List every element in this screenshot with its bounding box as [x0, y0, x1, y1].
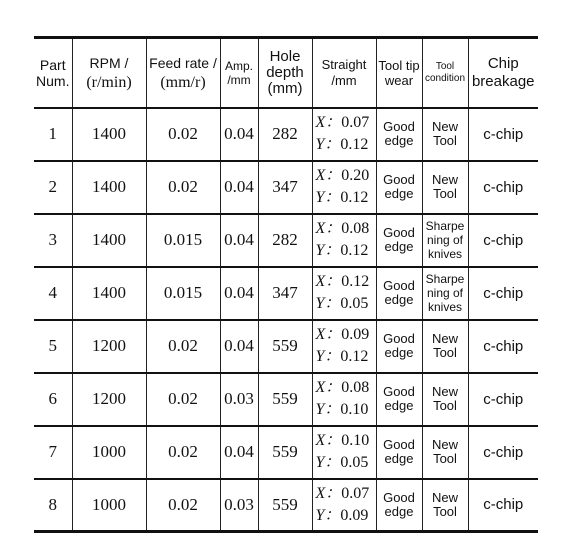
cell-tool-condition [422, 426, 468, 479]
header-condition-line1: Tool [435, 60, 455, 72]
y-axis-label: Y： [315, 189, 341, 206]
header-chip-breakage [468, 38, 538, 108]
header-depth-line3: (mm) [267, 79, 303, 97]
feed-rate-value: 0.015 [163, 230, 203, 249]
header-part-num [34, 38, 72, 108]
header-condition-line2: condition [424, 72, 466, 84]
cell-feed [146, 161, 220, 214]
chip-type: c-chip [483, 443, 524, 461]
cell-rpm [72, 426, 146, 479]
x-value: 0.20 [341, 167, 370, 184]
hole-depth-value: 347 [272, 177, 298, 196]
condition-line: ning of [426, 233, 464, 247]
feed-rate-value: 0.02 [168, 494, 198, 514]
x-axis-label: X： [315, 114, 342, 131]
table-row [34, 267, 538, 320]
header-depth-line1: Hole [269, 47, 301, 65]
hole-depth-value: 559 [272, 494, 298, 514]
rpm-value: 1400 [92, 177, 126, 196]
straightness-y [316, 293, 376, 315]
header-rpm-line1: RPM / [89, 54, 129, 71]
chip-type: c-chip [483, 284, 524, 302]
header-part-line1: Part [39, 56, 66, 73]
wear-line2: edge [384, 398, 414, 413]
cell-tool-tip-wear [376, 373, 422, 426]
chip-type: c-chip [483, 337, 524, 355]
cell-depth [258, 214, 312, 267]
cell-tool-tip-wear [376, 214, 422, 267]
feed-rate-value: 0.02 [168, 124, 198, 143]
header-straight-line1: Straight [321, 56, 367, 72]
straightness-x [316, 483, 376, 505]
condition-line: Tool [433, 133, 457, 148]
cell-amp [220, 267, 258, 320]
cell-chip-breakage [468, 479, 538, 532]
y-value: 0.09 [340, 506, 369, 524]
table-row [34, 108, 538, 161]
amplitude-value: 0.04 [224, 124, 254, 143]
cell-amp [220, 320, 258, 373]
straightness-x [316, 430, 376, 452]
condition-line: Tool [433, 345, 457, 360]
y-axis-label: Y： [315, 242, 341, 259]
feed-rate-value: 0.02 [168, 389, 198, 408]
cell-amp [220, 426, 258, 479]
cell-feed [146, 108, 220, 161]
table-row [34, 479, 538, 532]
cell-straightness [312, 320, 376, 373]
header-wear-line2: wear [384, 72, 414, 88]
table-row [34, 373, 538, 426]
cell-tool-condition [422, 267, 468, 320]
wear-line2: edge [384, 503, 414, 519]
wear-line1: Good [383, 331, 415, 346]
cell-depth [258, 426, 312, 479]
header-straight-line2: /mm [331, 72, 357, 88]
straightness-y [316, 452, 376, 474]
cell-tool-condition [422, 320, 468, 373]
cell-depth [258, 479, 312, 532]
rpm-value: 1400 [92, 230, 126, 249]
cell-rpm [72, 373, 146, 426]
cell-part [34, 108, 72, 161]
part-number: 8 [48, 494, 57, 514]
hole-depth-value: 282 [272, 230, 298, 249]
x-axis-label: X： [315, 167, 342, 184]
cell-tool-tip-wear [376, 426, 422, 479]
wear-line2: edge [384, 239, 414, 254]
header-amplitude [220, 38, 258, 108]
condition-line: New [431, 437, 458, 452]
straightness-x [316, 271, 376, 293]
cell-amp [220, 479, 258, 532]
wear-line2: edge [384, 133, 414, 148]
header-tool-tip-wear [376, 38, 422, 108]
hole-depth-value: 559 [272, 336, 298, 355]
x-axis-label: X： [315, 220, 342, 237]
x-value: 0.12 [341, 273, 370, 290]
header-hole-depth [258, 38, 312, 108]
header-rpm [72, 38, 146, 108]
table-row [34, 320, 538, 373]
wear-line2: edge [384, 292, 414, 307]
y-value: 0.05 [340, 295, 369, 312]
header-straightness [312, 38, 376, 108]
condition-line: Tool [433, 186, 457, 201]
y-value: 0.12 [340, 242, 369, 259]
cell-tool-tip-wear [376, 161, 422, 214]
condition-line: Tool [433, 503, 457, 519]
straightness-x [316, 377, 376, 399]
header-chip-line1: Chip [487, 54, 519, 72]
y-axis-label: Y： [315, 506, 341, 524]
y-value: 0.12 [340, 136, 369, 153]
wear-line1: Good [383, 278, 415, 293]
condition-line: New [431, 172, 458, 187]
cell-straightness [312, 479, 376, 532]
header-part-line2: Num. [36, 72, 70, 89]
wear-line2: edge [384, 345, 414, 360]
cell-straightness [312, 161, 376, 214]
x-value: 0.10 [341, 432, 370, 449]
y-value: 0.12 [340, 348, 369, 365]
cell-rpm [72, 214, 146, 267]
cell-feed [146, 214, 220, 267]
table-row [34, 214, 538, 267]
cutting-parameters-table-container [34, 36, 538, 533]
wear-line1: Good [383, 119, 415, 134]
straightness-y [316, 134, 376, 156]
cell-tool-tip-wear [376, 267, 422, 320]
cell-depth [258, 108, 312, 161]
cutting-parameters-table [34, 36, 538, 533]
x-axis-label: X： [315, 379, 342, 396]
y-value: 0.12 [340, 189, 369, 206]
condition-line: knives [427, 300, 462, 314]
cell-part [34, 426, 72, 479]
cell-depth [258, 267, 312, 320]
cell-tool-condition [422, 108, 468, 161]
header-row [34, 38, 538, 108]
cell-tool-tip-wear [376, 479, 422, 532]
part-number: 1 [48, 124, 57, 143]
condition-line: Sharpe [425, 219, 465, 233]
part-number: 2 [48, 177, 57, 196]
feed-rate-value: 0.02 [168, 442, 198, 461]
chip-type: c-chip [483, 496, 524, 514]
x-value: 0.09 [341, 326, 370, 343]
cell-chip-breakage [468, 373, 538, 426]
straightness-x [316, 165, 376, 187]
hole-depth-value: 282 [272, 124, 298, 143]
header-feed-unit: (mm/r) [160, 73, 206, 91]
condition-line: ning of [426, 286, 464, 300]
cell-amp [220, 161, 258, 214]
cell-tool-condition [422, 479, 468, 532]
x-value: 0.08 [341, 379, 370, 396]
straightness-y [316, 240, 376, 262]
cell-amp [220, 373, 258, 426]
rpm-value: 1200 [92, 389, 126, 408]
cell-rpm [72, 161, 146, 214]
chip-type: c-chip [483, 390, 524, 408]
amplitude-value: 0.03 [224, 389, 254, 408]
y-axis-label: Y： [315, 136, 341, 153]
y-axis-label: Y： [315, 348, 341, 365]
y-axis-label: Y： [315, 401, 341, 418]
y-axis-label: Y： [315, 295, 341, 312]
rpm-value: 1400 [92, 283, 126, 302]
condition-line: Tool [433, 398, 457, 413]
cell-part [34, 267, 72, 320]
cell-feed [146, 320, 220, 373]
cell-chip-breakage [468, 214, 538, 267]
x-value: 0.07 [341, 114, 370, 131]
header-depth-line2: depth [266, 63, 304, 81]
header-chip-line2: breakage [471, 72, 535, 90]
cell-rpm [72, 108, 146, 161]
cell-part [34, 479, 72, 532]
condition-line: Tool [433, 451, 457, 466]
cell-depth [258, 320, 312, 373]
table-row [34, 161, 538, 214]
y-value: 0.10 [340, 401, 369, 418]
cell-depth [258, 161, 312, 214]
wear-line1: Good [383, 437, 415, 452]
x-axis-label: X： [315, 326, 342, 343]
cell-tool-condition [422, 214, 468, 267]
hole-depth-value: 559 [272, 389, 298, 408]
cell-rpm [72, 479, 146, 532]
rpm-value: 1000 [92, 442, 126, 461]
wear-line2: edge [384, 186, 414, 201]
cell-straightness [312, 267, 376, 320]
header-amp-line2: /mm [227, 72, 251, 87]
straightness-y [316, 399, 376, 421]
part-number: 3 [48, 230, 57, 249]
rpm-value: 1400 [92, 124, 126, 143]
amplitude-value: 0.03 [224, 494, 254, 514]
cell-chip-breakage [468, 161, 538, 214]
cell-straightness [312, 373, 376, 426]
wear-line1: Good [383, 489, 415, 505]
amplitude-value: 0.04 [224, 283, 254, 302]
header-amp-line1: Amp. [224, 58, 253, 73]
y-value: 0.05 [340, 454, 369, 471]
header-feed-line1: Feed rate / [149, 54, 217, 71]
cell-straightness [312, 426, 376, 479]
cell-amp [220, 108, 258, 161]
rpm-value: 1000 [92, 494, 126, 514]
part-number: 6 [48, 389, 57, 408]
cell-tool-tip-wear [376, 108, 422, 161]
x-axis-label: X： [315, 484, 342, 502]
amplitude-value: 0.04 [224, 230, 254, 249]
cell-chip-breakage [468, 108, 538, 161]
header-wear-line1: Tool tip [378, 57, 420, 73]
cell-amp [220, 214, 258, 267]
header-rpm-unit: (r/min) [86, 73, 132, 91]
cell-chip-breakage [468, 320, 538, 373]
condition-line: New [431, 489, 458, 505]
straightness-x [316, 218, 376, 240]
amplitude-value: 0.04 [224, 442, 254, 461]
amplitude-value: 0.04 [224, 177, 254, 196]
condition-line: New [431, 119, 458, 134]
part-number: 7 [48, 442, 57, 461]
feed-rate-value: 0.02 [168, 336, 198, 355]
hole-depth-value: 347 [272, 283, 298, 302]
cell-part [34, 320, 72, 373]
cell-part [34, 373, 72, 426]
table-body [34, 108, 538, 532]
condition-line: knives [427, 247, 462, 261]
table-row [34, 426, 538, 479]
feed-rate-value: 0.015 [163, 283, 203, 302]
rpm-value: 1200 [92, 336, 126, 355]
wear-line2: edge [384, 451, 414, 466]
part-number: 5 [48, 336, 57, 355]
feed-rate-value: 0.02 [168, 177, 198, 196]
header-tool-condition [422, 38, 468, 108]
cell-chip-breakage [468, 426, 538, 479]
x-axis-label: X： [315, 273, 342, 290]
condition-line: New [431, 331, 458, 346]
wear-line1: Good [383, 384, 415, 399]
cell-feed [146, 267, 220, 320]
wear-line1: Good [383, 172, 415, 187]
cell-part [34, 214, 72, 267]
hole-depth-value: 559 [272, 442, 298, 461]
straightness-x [316, 324, 376, 346]
cell-tool-tip-wear [376, 320, 422, 373]
straightness-y [316, 346, 376, 368]
straightness-y [316, 187, 376, 209]
part-number: 4 [48, 283, 57, 302]
chip-type: c-chip [483, 178, 524, 196]
condition-line: New [431, 384, 458, 399]
cell-feed [146, 479, 220, 532]
y-axis-label: Y： [315, 454, 341, 471]
cell-chip-breakage [468, 267, 538, 320]
straightness-x [316, 112, 376, 134]
x-value: 0.07 [341, 484, 370, 502]
cell-straightness [312, 108, 376, 161]
cell-feed [146, 426, 220, 479]
x-axis-label: X： [315, 432, 342, 449]
chip-type: c-chip [483, 231, 524, 249]
cell-tool-condition [422, 161, 468, 214]
cell-part [34, 161, 72, 214]
condition-line: Sharpe [425, 272, 465, 286]
cell-tool-condition [422, 373, 468, 426]
amplitude-value: 0.04 [224, 336, 254, 355]
cell-straightness [312, 214, 376, 267]
cell-depth [258, 373, 312, 426]
chip-type: c-chip [483, 125, 524, 143]
cell-rpm [72, 267, 146, 320]
wear-line1: Good [383, 225, 415, 240]
straightness-y [316, 505, 376, 527]
cell-feed [146, 373, 220, 426]
header-feed-rate [146, 38, 220, 108]
x-value: 0.08 [341, 220, 370, 237]
cell-rpm [72, 320, 146, 373]
